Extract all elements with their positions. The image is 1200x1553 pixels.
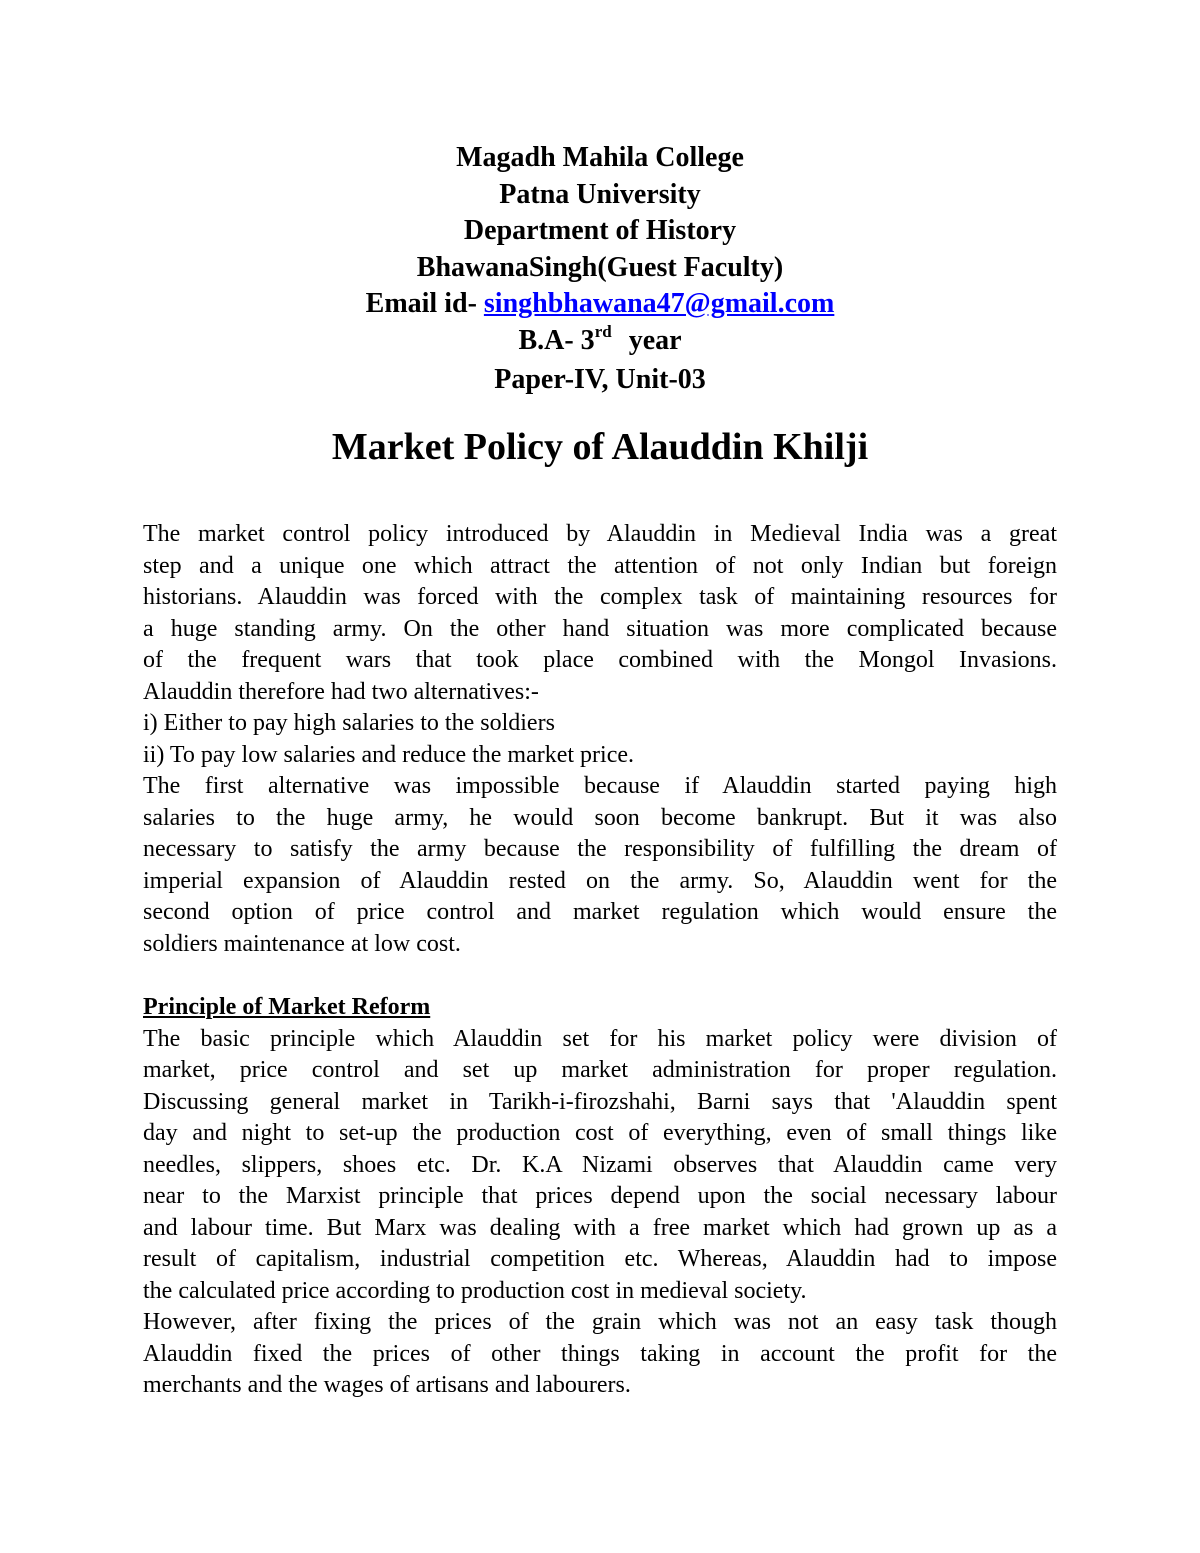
section-line: needles, slippers, shoes etc. Dr. K.A Nizami observes that Alauddin came very (143, 1151, 1057, 1178)
section-line: near to the Marxist principle that prices depend upon the social necessary labour (143, 1183, 1057, 1209)
section-line: The basic principle which Alauddin set for his market policy were division of (143, 1025, 1057, 1052)
intro-line: i) Either to pay high salaries to the soldiers (143, 710, 555, 736)
email-line (0, 286, 1200, 323)
section-heading: Principle of Market Reform (143, 994, 431, 1020)
intro-line: historians. Alauddin was forced with the complex task of maintaining resources for (143, 584, 1057, 610)
department-name: Department of History (463, 215, 737, 246)
intro-line: ii) To pay low salaries and reduce the market price. (143, 741, 635, 768)
section-line: However, after fixing the prices of the grain which was not an easy task though (143, 1309, 1057, 1335)
intro-line: The market control policy introduced by Alauddin in Medieval India was a great (143, 521, 1057, 547)
faculty-name: BhawanaSingh(Guest Faculty) (416, 251, 784, 283)
section-line: market, price control and set up market administration for proper regulation. (143, 1057, 1057, 1083)
course-suffix: year (628, 324, 682, 356)
section-line: Alauddin fixed the prices of other things taking in account the profit for the (143, 1340, 1057, 1367)
document-title: Market Policy of Alauddin Khilji (331, 426, 869, 468)
email-link[interactable]: singhbhawana47@gmail.com (483, 288, 835, 319)
course-prefix: B.A- 3 (518, 324, 595, 356)
intro-line: necessary to satisfy the army because the responsibility of fulfilling the dream of (143, 836, 1057, 862)
section-line: merchants and the wages of artisans and labourers. (143, 1372, 631, 1398)
intro-line: Alauddin therefore had two alternatives:- (143, 678, 539, 705)
principle-section (143, 992, 1057, 1402)
intro-line: salaries to the huge army, he would soon become bankrupt. But it was also (143, 804, 1057, 831)
section-line: Discussing general market in Tarikh-i-firozshahi, Barni says that 'Alauddin spent (143, 1088, 1057, 1115)
intro-paragraph (143, 519, 1057, 960)
intro-line: step and a unique one which attract the attention of not only Indian but foreign (143, 552, 1057, 579)
section-line: result of capitalism, industrial competition etc. Whereas, Alauddin had to impose (143, 1246, 1057, 1272)
intro-line: The first alternative was impossible because if Alauddin started paying high (143, 773, 1057, 799)
intro-line: of the frequent wars that took place combined with the Mongol Invasions. (143, 647, 1057, 673)
section-line: the calculated price according to production cost in medieval society. (143, 1277, 807, 1304)
college-name: Magadh Mahila College (456, 142, 744, 173)
course-superscript: rd (594, 321, 612, 341)
intro-line: soldiers maintenance at low cost. (143, 930, 461, 957)
paper-unit: Paper-IV, Unit-03 (494, 364, 706, 395)
intro-line: second option of price control and market regulation which would ensure the (143, 899, 1057, 925)
document-header (0, 140, 1200, 399)
university-name: Patna University (499, 178, 701, 210)
intro-line: imperial expansion of Alauddin rested on the army. So, Alauddin went for the (143, 867, 1057, 894)
intro-line: a huge standing army. On the other hand situation was more complicated because (143, 615, 1057, 642)
section-line: and labour time. But Marx was dealing with a free market which had grown up as a (143, 1214, 1057, 1241)
section-line: day and night to set-up the production cost of everything, even of small things like (143, 1120, 1057, 1146)
course-line (0, 323, 1200, 363)
email-label: Email id- (365, 288, 484, 319)
